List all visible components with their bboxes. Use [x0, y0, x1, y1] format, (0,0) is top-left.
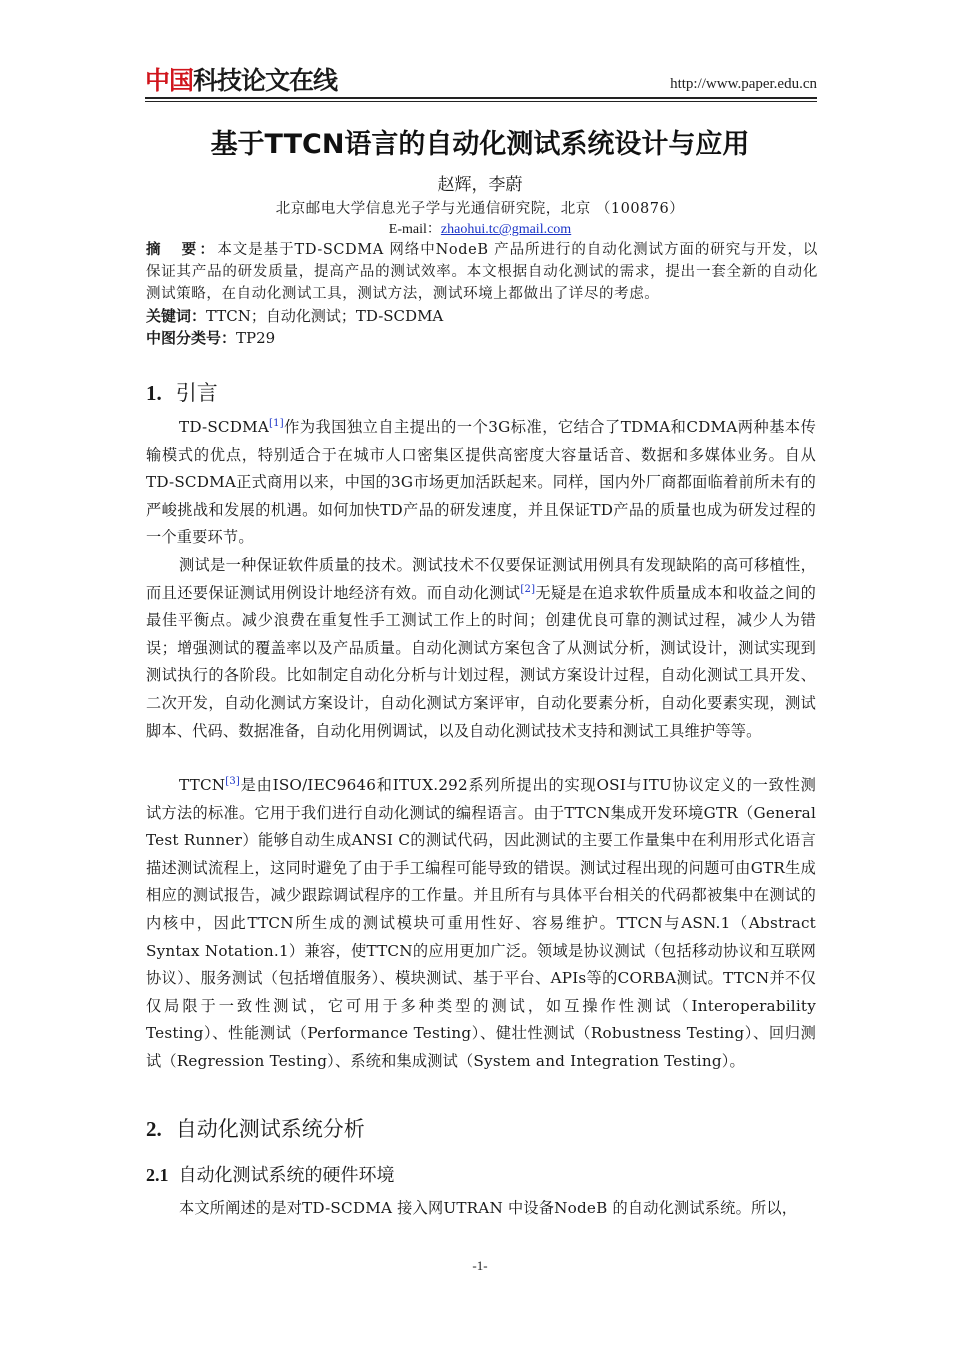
- p1-text-b: 作为我国独立自主提出的一个3G标准，它结合了TDMA和CDMA两种基本传输模式的优点，特别适合于在城市人口密集区提供高密度大容量话音、数据和多媒体业务。自从TD-SCDMA正式商用以来，中国的3G市场更加活跃起来。同样，国内外厂商都面临着前所未有的严峻挑战和发展的机遇。如何加快TD产品的研发速度，并且保证TD产品的质量也成为研发过程的一个重要环节。: [146, 418, 816, 547]
- section-1-heading: [146, 378, 218, 408]
- section-1-number: 1.: [146, 381, 162, 405]
- logo-red-text: 中国: [145, 66, 194, 95]
- p3-text-a: TTCN: [179, 776, 226, 794]
- section-2-1-paragraph-1: 本文所阐述的是对TD-SCDMA 接入网UTRAN 中设备NodeB 的自动化测试系统。所以，: [179, 1199, 798, 1217]
- paper-title: 基于TTCN语言的自动化测试系统设计与应用: [210, 129, 750, 160]
- section-1-paragraph-2: [146, 552, 816, 745]
- section-1-paragraph-3: [146, 772, 816, 1076]
- section-2-1-title: 自动化测试系统的硬件环境: [178, 1165, 395, 1186]
- keywords: [146, 305, 443, 327]
- abstract: [146, 239, 818, 306]
- citation-3[interactable]: [3]: [225, 775, 241, 787]
- section-2-title: 自动化测试系统分析: [175, 1117, 365, 1141]
- classification-text: TP29: [236, 329, 276, 347]
- p2-text-a: 测试是一种保证软件质量的技术。测试技术不仅要保证测试用例具有发现缺陷的高可移植性，而且还要保证测试用例设计地经济有效。而自动化测试: [146, 556, 816, 602]
- section-2-1-number: 2.1: [146, 1165, 169, 1185]
- classification-label: 中图分类号：: [146, 329, 237, 347]
- paper-authors: 赵辉，李蔚: [437, 175, 523, 195]
- email-link[interactable]: zhaohui.tc@gmail.com: [440, 222, 572, 237]
- abstract-label: 摘 要：: [146, 241, 218, 258]
- paper-affiliation: 北京邮电大学信息光子学与光通信研究院，北京 （100876）: [275, 201, 685, 217]
- logo-black-text: 科技论文在线: [193, 66, 338, 95]
- p3-text-b: 是由ISO/IEC9646和ITUX.292系列所提出的实现OSI与ITU协议定义的一致性测试方法的标准。它用于我们进行自动化测试的编程语言。由于TTCN集成开发环境GTR（General Test Runner）能够自动生成ANSI C的测试代码，因此测试的主要工作量集中在利用形式化语言描述测试流程上，这同时避免了由于手工编程可能导致的错误。测试过程出现的问题可由GTR生成相应的测试报告，减少跟踪调试程序的工作量。并且所有与具体平台相关的代码都被集中在测试的内核中，因此TTCN所生成的测试模块可重用性好、容易维护。TTCN与ASN.1（Abstract Syntax Notation.1）兼容，使TTCN的应用更加广泛。领域是协议测试（包括移动协议和互联网协议）、服务测试（包括增值服务）、模块测试、基于平台、APIs等的CORBA测试。TTCN并不仅仅局限于一致性测试，它可用于多种类型的测试，如互操作性测试（Interoperability Testing）、性能测试（Performance Testing）、健壮性测试（Robustness Testing）、回归测试（Regression Testing）、系统和集成测试（System and Integration Testing）。: [146, 776, 816, 1070]
- citation-1[interactable]: [1]: [269, 417, 284, 429]
- journal-logo[interactable]: [145, 64, 337, 98]
- page-number: -1-: [472, 1258, 488, 1273]
- p1-text-a: TD-SCDMA: [179, 418, 270, 436]
- paper-email: [0, 219, 960, 241]
- keywords-label: 关键词：: [146, 307, 207, 325]
- header-divider: [145, 97, 817, 99]
- journal-url[interactable]: http://www.paper.edu.cn: [670, 76, 817, 92]
- header-divider-thin: [145, 101, 817, 102]
- keywords-text: TTCN；自动化测试；TD-SCDMA: [206, 307, 444, 325]
- p2-text-b: 无疑是在追求软件质量成本和收益之间的最佳平衡点。减少浪费在重复性手工测试工作上的时间；创建优良可靠的测试过程，减少人为错误；增强测试的覆盖率以及产品质量。自动化测试方案包含了从测试分析，测试设计，测试实现到测试执行的各阶段。比如制定自动化分析与计划过程，测试方案设计过程，自动化测试工具开发、二次开发，自动化测试方案设计，自动化测试方案评审，自动化要素分析，自动化要素实现，测试脚本、代码、数据准备，自动化用例调试，以及自动化测试技术支持和测试工具维护等等。: [146, 583, 816, 740]
- abstract-text: 本文是基于TD-SCDMA 网络中NodeB 产品所进行的自动化测试方面的研究与开发，以保证其产品的研发质量，提高产品的测试效率。本文根据自动化测试的需求，提出一套全新的自动化测试策略，在自动化测试工具，测试方法，测试环境上都做出了详尽的考虑。: [146, 242, 818, 303]
- journal-header: [145, 64, 817, 100]
- citation-2[interactable]: [2]: [520, 583, 536, 595]
- section-2-heading: [146, 1114, 365, 1144]
- section-2-number: 2.: [146, 1117, 162, 1141]
- classification: [146, 327, 275, 349]
- section-2-1-heading: [146, 1162, 395, 1189]
- email-label: E-mail：: [388, 222, 441, 237]
- section-1-title: 引言: [175, 381, 218, 405]
- section-1-paragraph-1: [146, 414, 816, 552]
